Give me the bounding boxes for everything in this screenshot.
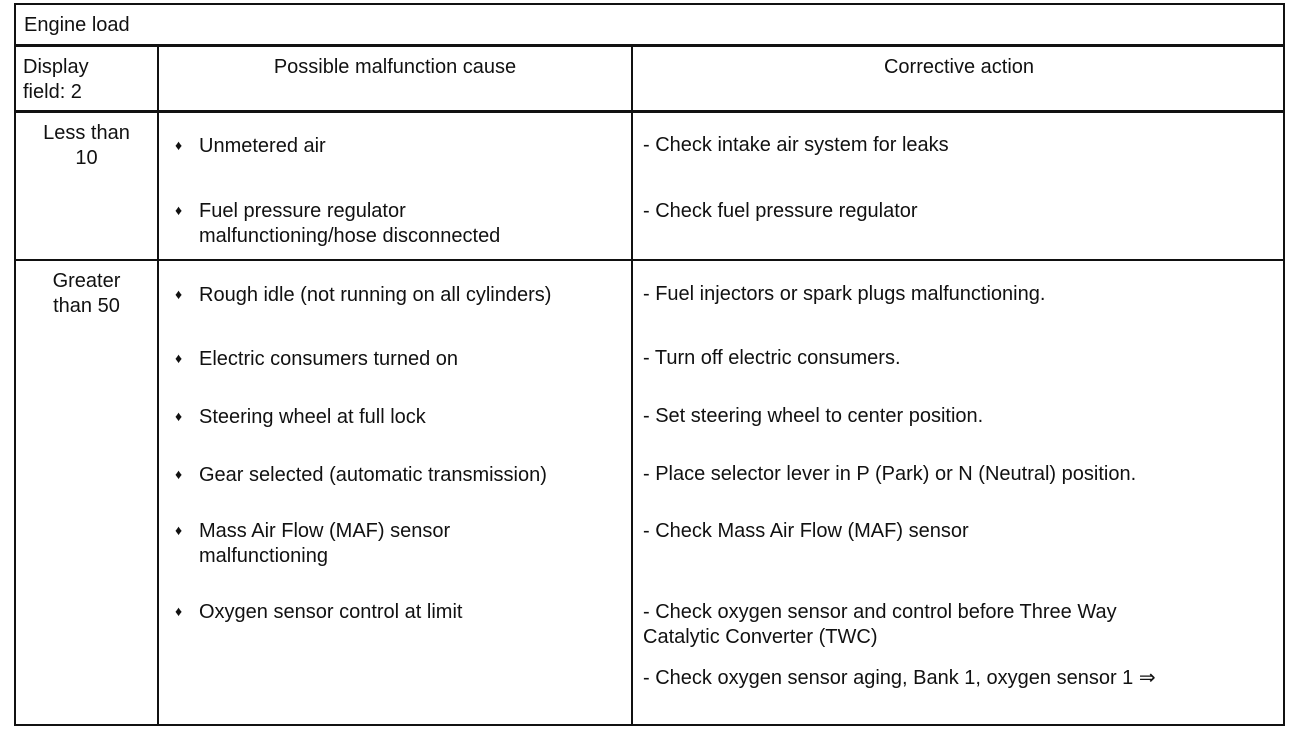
bullet-icon: ♦ bbox=[175, 408, 183, 424]
header-display-field-line2: field: 2 bbox=[23, 81, 82, 103]
action-check-intake: - Check intake air system for leaks bbox=[643, 134, 949, 156]
action-fuel-injectors: - Fuel injectors or spark plugs malfunctioning. bbox=[643, 283, 1046, 305]
cause-steering-wheel: Steering wheel at full lock bbox=[199, 406, 426, 428]
cause-maf-line1: Mass Air Flow (MAF) sensor bbox=[199, 520, 451, 542]
cause-fuel-pressure-line2: malfunctioning/hose disconnected bbox=[199, 225, 501, 247]
action-check-oxygen-line1: - Check oxygen sensor and control before Three Way bbox=[643, 601, 1117, 623]
action-check-oxygen-line2: Catalytic Converter (TWC) bbox=[643, 626, 878, 648]
condition-less-than-10-line2: 10 bbox=[75, 147, 98, 169]
header-cause: Possible malfunction cause bbox=[273, 56, 517, 78]
column-divider-1 bbox=[157, 47, 159, 724]
cause-oxygen-sensor: Oxygen sensor control at limit bbox=[199, 601, 463, 623]
action-turn-off-consumers: - Turn off electric consumers. bbox=[643, 347, 901, 369]
bullet-icon: ♦ bbox=[175, 522, 183, 538]
header-divider bbox=[16, 110, 1283, 113]
column-divider-2 bbox=[631, 47, 633, 724]
cause-electric-consumers: Electric consumers turned on bbox=[199, 348, 459, 370]
action-check-oxygen-aging: - Check oxygen sensor aging, Bank 1, oxygen sensor 1 ⇒ bbox=[643, 667, 1156, 689]
title-divider bbox=[16, 44, 1283, 47]
cause-fuel-pressure-line1: Fuel pressure regulator bbox=[199, 200, 406, 222]
header-action: Corrective action bbox=[883, 56, 1035, 78]
group-divider bbox=[16, 259, 1283, 261]
section-title: Engine load bbox=[24, 14, 130, 36]
engine-load-table bbox=[14, 3, 1285, 726]
cause-gear-selected: Gear selected (automatic transmission) bbox=[199, 464, 547, 486]
cause-maf-line2: malfunctioning bbox=[199, 545, 328, 567]
header-display-field-line1: Display bbox=[23, 56, 89, 78]
condition-less-than-10-line1: Less than bbox=[43, 122, 130, 144]
action-check-maf: - Check Mass Air Flow (MAF) sensor bbox=[643, 520, 969, 542]
condition-greater-than-50-line1: Greater bbox=[52, 270, 121, 292]
action-check-fuel-pressure: - Check fuel pressure regulator bbox=[643, 200, 918, 222]
bullet-icon: ♦ bbox=[175, 466, 183, 482]
cause-unmetered-air: Unmetered air bbox=[199, 135, 326, 157]
bullet-icon: ♦ bbox=[175, 137, 183, 153]
action-place-selector: - Place selector lever in P (Park) or N (Neutral) position. bbox=[643, 463, 1137, 485]
bullet-icon: ♦ bbox=[175, 202, 183, 218]
action-set-steering: - Set steering wheel to center position. bbox=[643, 405, 984, 427]
bullet-icon: ♦ bbox=[175, 350, 183, 366]
bullet-icon: ♦ bbox=[175, 603, 183, 619]
bullet-icon: ♦ bbox=[175, 286, 183, 302]
condition-greater-than-50-line2: than 50 bbox=[53, 295, 120, 317]
cause-rough-idle: Rough idle (not running on all cylinders) bbox=[199, 284, 552, 306]
